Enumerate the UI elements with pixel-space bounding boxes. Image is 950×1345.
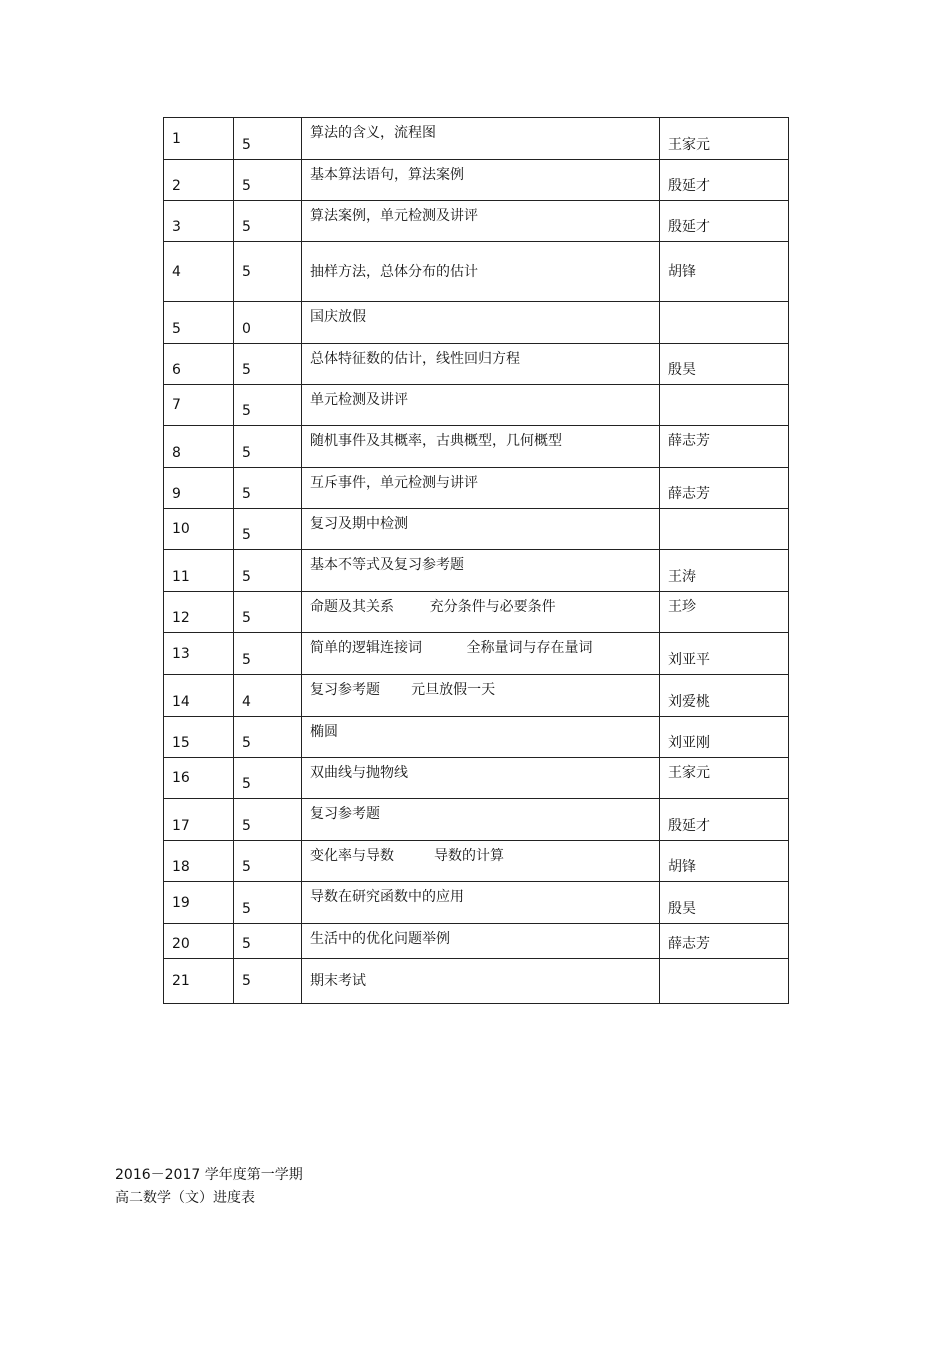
teacher-cell bbox=[660, 799, 789, 841]
table-row bbox=[164, 468, 789, 509]
hours-cell-text: 5 bbox=[242, 137, 251, 153]
week-cell bbox=[164, 959, 234, 1004]
hours-cell bbox=[234, 302, 302, 344]
teacher-cell bbox=[660, 959, 789, 1004]
teacher-cell-text: 殷昊 bbox=[668, 901, 696, 917]
week-cell bbox=[164, 924, 234, 959]
week-cell-text: 3 bbox=[172, 219, 181, 235]
teacher-cell bbox=[660, 385, 789, 426]
week-cell bbox=[164, 302, 234, 344]
hours-cell-text: 5 bbox=[242, 527, 251, 543]
teacher-cell bbox=[660, 675, 789, 717]
content-cell-text: 椭圆 bbox=[310, 724, 338, 740]
content-cell bbox=[302, 160, 660, 201]
hours-cell-text: 5 bbox=[242, 569, 251, 585]
table-row bbox=[164, 959, 789, 1004]
content-cell-text: 双曲线与抛物线 bbox=[310, 765, 408, 781]
hours-cell-text: 5 bbox=[242, 652, 251, 668]
teacher-cell bbox=[660, 592, 789, 633]
content-cell bbox=[302, 426, 660, 468]
week-cell bbox=[164, 426, 234, 468]
content-cell bbox=[302, 799, 660, 841]
hours-cell bbox=[234, 882, 302, 924]
teacher-cell bbox=[660, 924, 789, 959]
hours-cell bbox=[234, 426, 302, 468]
week-cell-text: 17 bbox=[172, 818, 190, 834]
week-cell bbox=[164, 841, 234, 882]
content-cell-text: 算法案例，单元检测及讲评 bbox=[310, 208, 478, 224]
content-cell bbox=[302, 385, 660, 426]
week-cell-text: 9 bbox=[172, 486, 181, 502]
content-cell bbox=[302, 344, 660, 385]
week-cell bbox=[164, 160, 234, 201]
week-cell bbox=[164, 201, 234, 242]
content-cell-text: 单元检测及讲评 bbox=[310, 392, 408, 408]
teacher-cell bbox=[660, 550, 789, 592]
hours-cell bbox=[234, 592, 302, 633]
teacher-cell bbox=[660, 118, 789, 160]
week-cell-text: 21 bbox=[172, 973, 190, 989]
week-cell-text: 20 bbox=[172, 936, 190, 952]
content-cell bbox=[302, 959, 660, 1004]
schedule-title: 高二数学（文）进度表 bbox=[115, 1190, 255, 1206]
hours-cell-text: 5 bbox=[242, 818, 251, 834]
table-row bbox=[164, 426, 789, 468]
week-cell bbox=[164, 468, 234, 509]
week-cell bbox=[164, 385, 234, 426]
teacher-cell bbox=[660, 882, 789, 924]
content-cell-text: 复习及期中检测 bbox=[310, 516, 408, 532]
teacher-cell bbox=[660, 160, 789, 201]
teacher-cell bbox=[660, 302, 789, 344]
hours-cell-text: 5 bbox=[242, 178, 251, 194]
content-cell bbox=[302, 592, 660, 633]
week-cell-text: 18 bbox=[172, 859, 190, 875]
teacher-cell bbox=[660, 841, 789, 882]
hours-cell-text: 0 bbox=[242, 321, 251, 337]
content-cell-text: 生活中的优化问题举例 bbox=[310, 931, 450, 947]
teacher-cell-text: 胡锋 bbox=[668, 859, 696, 875]
teacher-cell-text: 胡锋 bbox=[668, 263, 696, 280]
table-row bbox=[164, 675, 789, 717]
hours-cell bbox=[234, 959, 302, 1004]
week-cell bbox=[164, 242, 234, 302]
content-cell bbox=[302, 302, 660, 344]
week-cell bbox=[164, 509, 234, 550]
week-cell bbox=[164, 758, 234, 799]
table-row bbox=[164, 882, 789, 924]
hours-cell bbox=[234, 468, 302, 509]
hours-cell-text: 5 bbox=[242, 445, 251, 461]
week-cell bbox=[164, 592, 234, 633]
hours-cell bbox=[234, 344, 302, 385]
week-cell-text: 19 bbox=[172, 894, 190, 911]
teacher-cell bbox=[660, 468, 789, 509]
teacher-cell bbox=[660, 344, 789, 385]
content-cell bbox=[302, 242, 660, 302]
table-row bbox=[164, 118, 789, 160]
week-cell-text: 1 bbox=[172, 130, 181, 147]
week-cell bbox=[164, 118, 234, 160]
content-cell-text: 期末考试 bbox=[310, 973, 366, 989]
teacher-cell-text: 王家元 bbox=[668, 765, 710, 781]
hours-cell bbox=[234, 550, 302, 592]
hours-cell-text: 5 bbox=[242, 859, 251, 875]
hours-cell bbox=[234, 633, 302, 675]
content-cell-text: 随机事件及其概率，古典概型，几何概型 bbox=[310, 433, 562, 449]
week-cell-text: 2 bbox=[172, 178, 181, 194]
content-cell-text: 简单的逻辑连接词 全称量词与存在量词 bbox=[310, 640, 593, 656]
week-cell bbox=[164, 344, 234, 385]
teacher-cell-text: 刘亚平 bbox=[668, 652, 710, 668]
hours-cell-text: 5 bbox=[242, 263, 251, 280]
table-row bbox=[164, 924, 789, 959]
hours-cell bbox=[234, 841, 302, 882]
content-cell bbox=[302, 118, 660, 160]
week-cell bbox=[164, 633, 234, 675]
content-cell bbox=[302, 633, 660, 675]
table-row bbox=[164, 201, 789, 242]
teacher-cell bbox=[660, 633, 789, 675]
hours-cell-text: 5 bbox=[242, 219, 251, 235]
content-cell-text: 基本不等式及复习参考题 bbox=[310, 557, 464, 573]
week-cell-text: 6 bbox=[172, 362, 181, 378]
teacher-cell bbox=[660, 717, 789, 758]
teacher-cell-text: 刘亚刚 bbox=[668, 735, 710, 751]
teacher-cell bbox=[660, 509, 789, 550]
hours-cell bbox=[234, 160, 302, 201]
content-cell-text: 命题及其关系 充分条件与必要条件 bbox=[310, 599, 556, 615]
teacher-cell-text: 薛志芳 bbox=[668, 936, 710, 952]
content-cell-text: 变化率与导数 导数的计算 bbox=[310, 848, 505, 864]
week-cell-text: 7 bbox=[172, 397, 181, 413]
teacher-cell-text: 刘爱桃 bbox=[668, 694, 710, 710]
table-row bbox=[164, 717, 789, 758]
hours-cell-text: 5 bbox=[242, 403, 251, 419]
content-cell bbox=[302, 924, 660, 959]
content-cell bbox=[302, 201, 660, 242]
hours-cell-text: 5 bbox=[242, 936, 251, 952]
hours-cell bbox=[234, 118, 302, 160]
table-row bbox=[164, 758, 789, 799]
week-cell-text: 12 bbox=[172, 610, 190, 626]
teacher-cell-text: 王涛 bbox=[668, 569, 696, 585]
teacher-cell-text: 薛志芳 bbox=[668, 433, 710, 449]
hours-cell-text: 5 bbox=[242, 776, 251, 792]
hours-cell-text: 4 bbox=[242, 694, 251, 710]
schedule-table bbox=[163, 117, 789, 1004]
teacher-cell-text: 殷延才 bbox=[668, 178, 710, 194]
hours-cell-text: 5 bbox=[242, 362, 251, 378]
week-cell bbox=[164, 550, 234, 592]
table-row bbox=[164, 592, 789, 633]
week-cell bbox=[164, 717, 234, 758]
week-cell-text: 4 bbox=[172, 263, 181, 280]
week-cell bbox=[164, 882, 234, 924]
teacher-cell-text: 薛志芳 bbox=[668, 486, 710, 502]
content-cell-text: 算法的含义，流程图 bbox=[310, 125, 436, 141]
hours-cell bbox=[234, 799, 302, 841]
table-row bbox=[164, 633, 789, 675]
hours-cell bbox=[234, 758, 302, 799]
hours-cell bbox=[234, 385, 302, 426]
teacher-cell bbox=[660, 201, 789, 242]
table-row bbox=[164, 550, 789, 592]
content-cell bbox=[302, 841, 660, 882]
hours-cell bbox=[234, 675, 302, 717]
teacher-cell-text: 殷延才 bbox=[668, 219, 710, 235]
content-cell bbox=[302, 509, 660, 550]
hours-cell bbox=[234, 201, 302, 242]
content-cell-text: 导数在研究函数中的应用 bbox=[310, 889, 464, 905]
content-cell bbox=[302, 550, 660, 592]
content-cell bbox=[302, 717, 660, 758]
table-row bbox=[164, 242, 789, 302]
table-row bbox=[164, 385, 789, 426]
teacher-cell bbox=[660, 758, 789, 799]
content-cell-text: 国庆放假 bbox=[310, 309, 366, 325]
week-cell-text: 11 bbox=[172, 569, 190, 585]
hours-cell-text: 5 bbox=[242, 735, 251, 751]
content-cell bbox=[302, 675, 660, 717]
content-cell-text: 抽样方法，总体分布的估计 bbox=[310, 263, 478, 280]
table-row bbox=[164, 344, 789, 385]
teacher-cell-text: 殷昊 bbox=[668, 362, 696, 378]
week-cell-text: 15 bbox=[172, 735, 190, 751]
teacher-cell bbox=[660, 242, 789, 302]
content-cell bbox=[302, 468, 660, 509]
week-cell bbox=[164, 675, 234, 717]
content-cell-text: 基本算法语句，算法案例 bbox=[310, 167, 464, 183]
week-cell bbox=[164, 799, 234, 841]
content-cell bbox=[302, 882, 660, 924]
teacher-cell-text: 王家元 bbox=[668, 137, 710, 153]
week-cell-text: 13 bbox=[172, 645, 190, 662]
week-cell-text: 10 bbox=[172, 521, 190, 537]
teacher-cell-text: 王珍 bbox=[668, 599, 696, 615]
hours-cell-text: 5 bbox=[242, 610, 251, 626]
table-row bbox=[164, 799, 789, 841]
content-cell-text: 总体特征数的估计，线性回归方程 bbox=[310, 351, 520, 367]
hours-cell-text: 5 bbox=[242, 901, 251, 917]
hours-cell bbox=[234, 509, 302, 550]
teacher-cell-text: 殷延才 bbox=[668, 818, 710, 834]
week-cell-text: 5 bbox=[172, 321, 181, 337]
teacher-cell bbox=[660, 426, 789, 468]
content-cell-text: 互斥事件，单元检测与讲评 bbox=[310, 475, 478, 491]
hours-cell bbox=[234, 717, 302, 758]
hours-cell-text: 5 bbox=[242, 973, 251, 989]
table-row bbox=[164, 160, 789, 201]
week-cell-text: 16 bbox=[172, 770, 190, 786]
content-cell bbox=[302, 758, 660, 799]
hours-cell bbox=[234, 924, 302, 959]
table-row bbox=[164, 509, 789, 550]
week-cell-text: 8 bbox=[172, 445, 181, 461]
week-cell-text: 14 bbox=[172, 694, 190, 710]
content-cell-text: 复习参考题 元旦放假一天 bbox=[310, 682, 496, 698]
term-label: 2016－2017 学年度第一学期 bbox=[115, 1167, 303, 1183]
hours-cell bbox=[234, 242, 302, 302]
table-row bbox=[164, 841, 789, 882]
content-cell-text: 复习参考题 bbox=[310, 806, 380, 822]
table-row bbox=[164, 302, 789, 344]
hours-cell-text: 5 bbox=[242, 486, 251, 502]
